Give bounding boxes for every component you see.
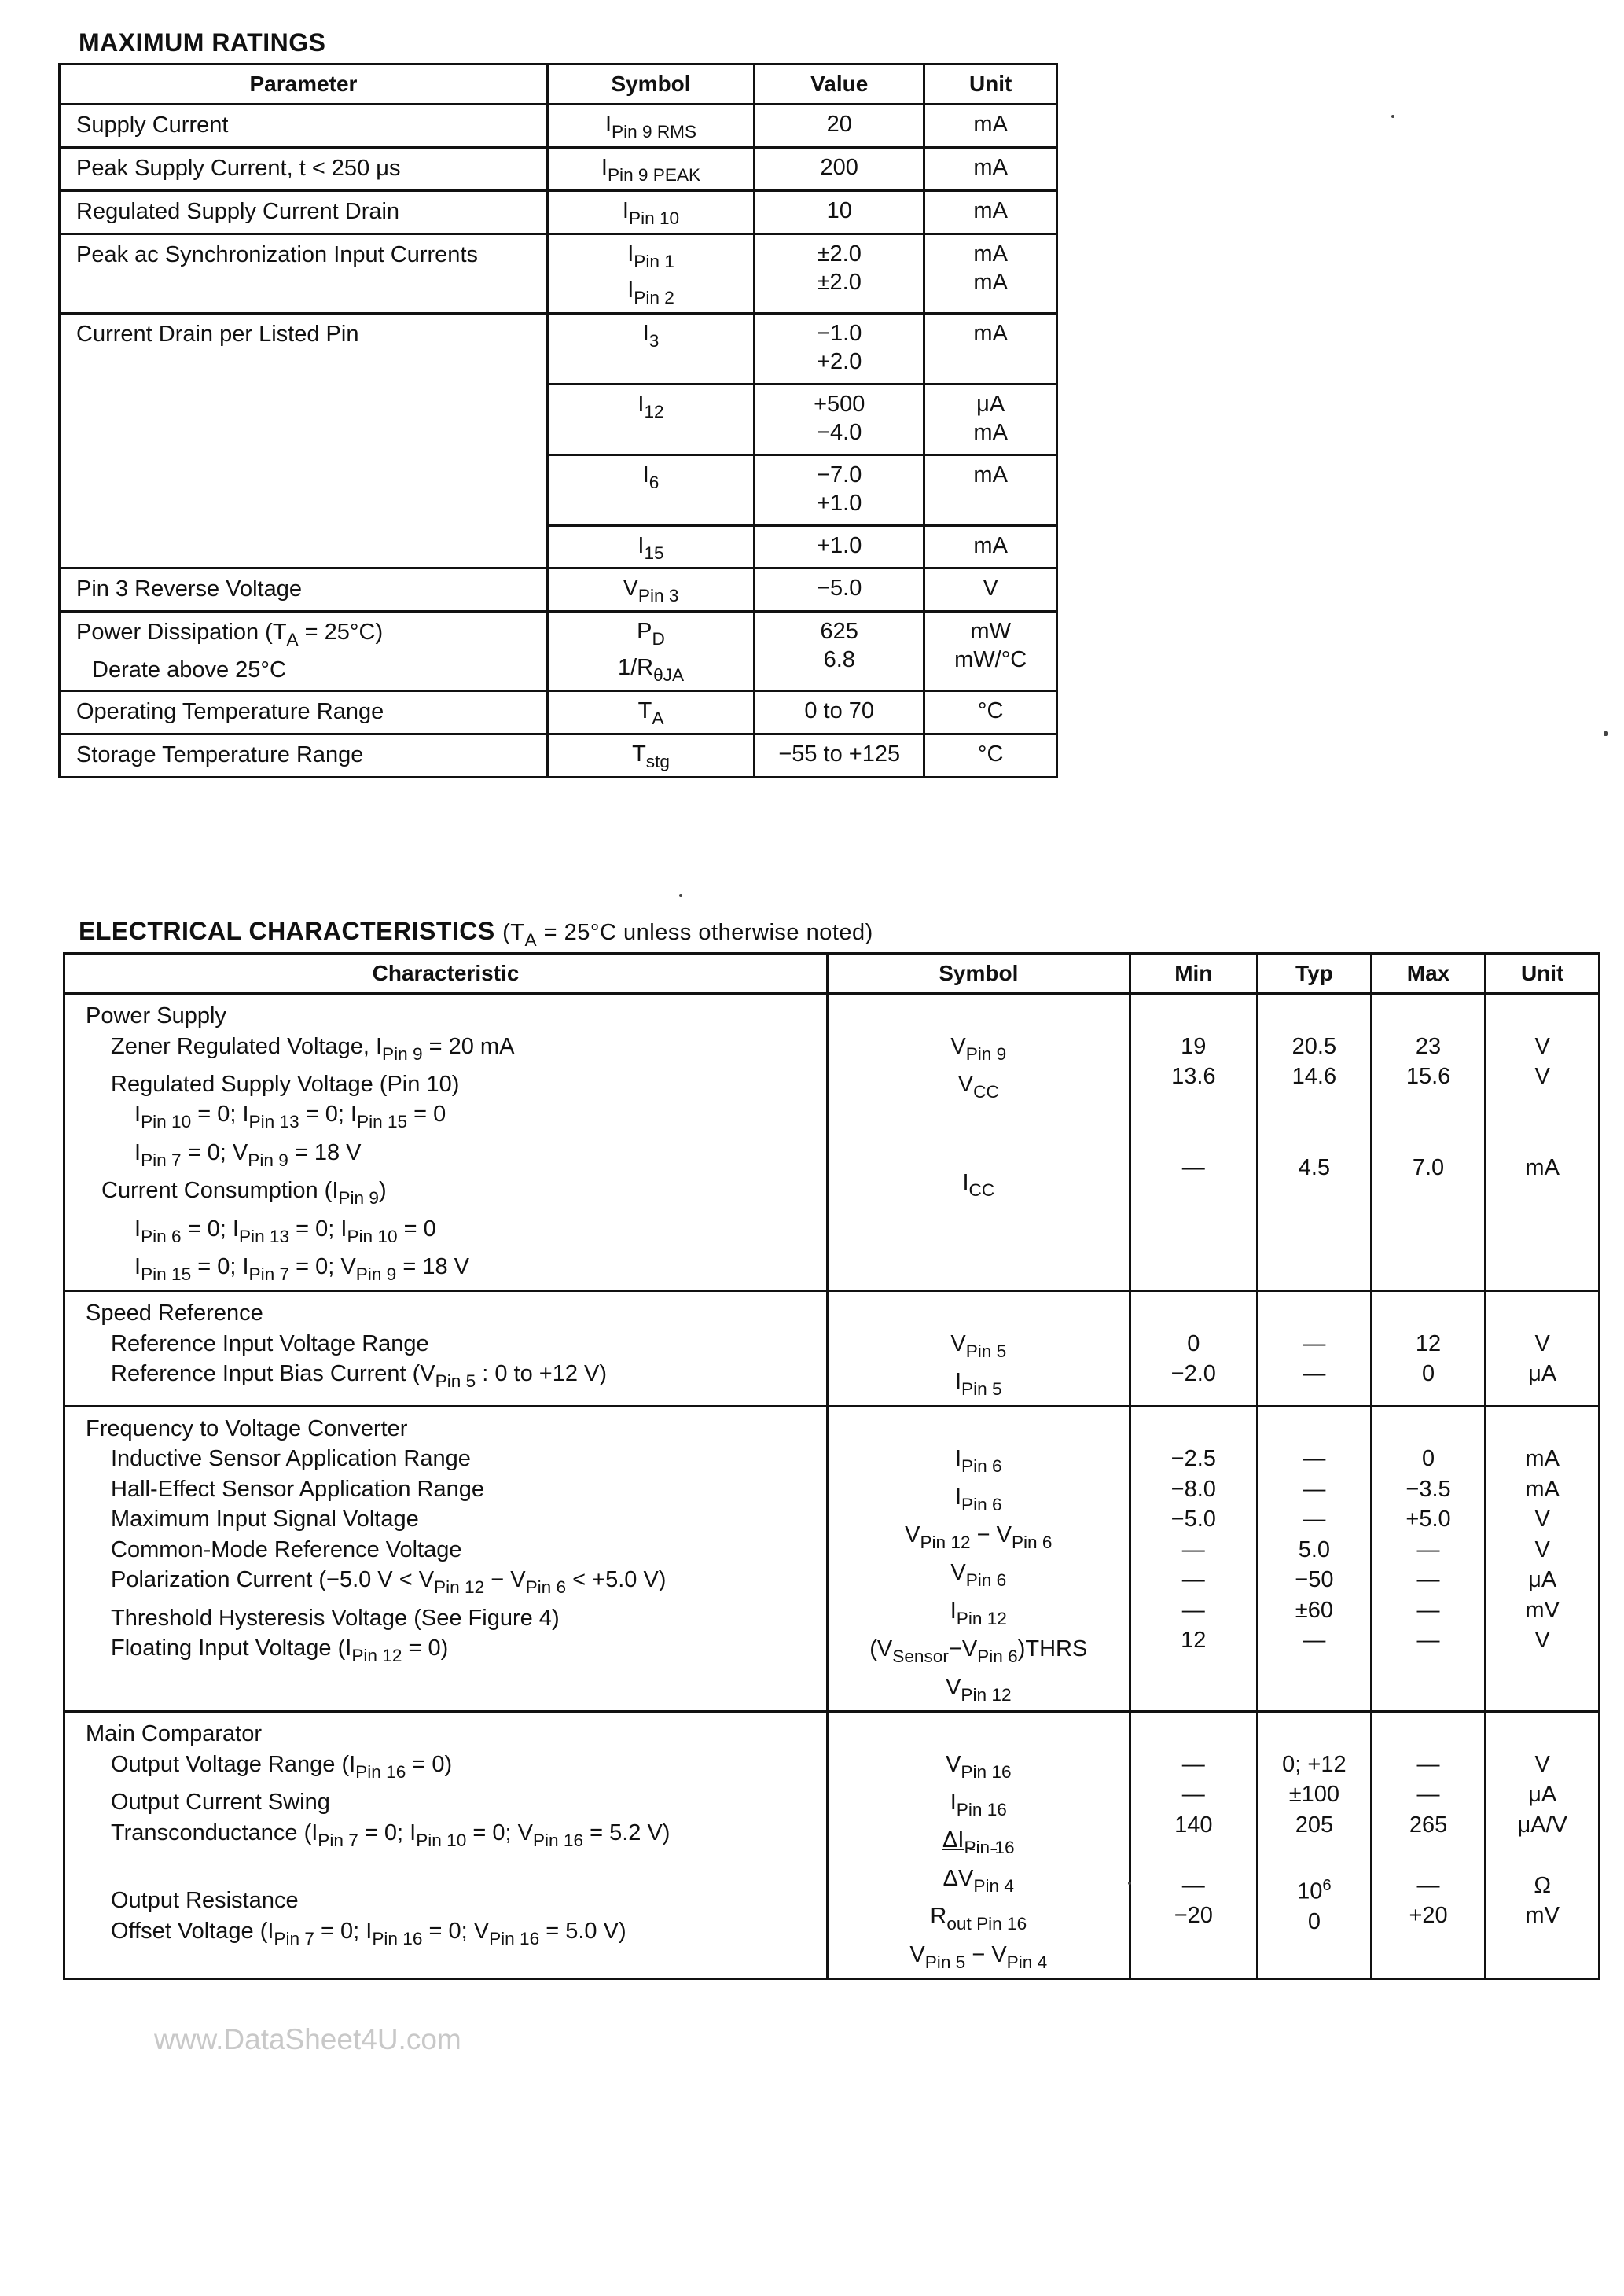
param-cell: Pin 3 Reverse Voltage [60,568,548,612]
unit-cell: °C [924,734,1057,778]
value-cell: 200 [755,147,924,190]
param-cell: Supply Current [60,105,548,148]
min-cell: — — 140 — −20 [1130,1712,1258,1979]
table-row [60,691,1057,734]
characteristic-cell: Frequency to Voltage Converter Inductive Sensor Application Range Hall-Effect Sensor Application Range Maximum Input Signal Voltage Common-Mode Reference Voltage Polarization Current (−5.0 $V < V_{Pin 12} - V_{Pin 6} < +5.0$ V) Threshold Hysteresis Voltage (See Figure 4) Floating Input Voltage $(I_{Pin 12} = 0)$ [64,1406,828,1711]
unit-cell: mW mW/°C [924,612,1057,691]
characteristic-cell: Power Supply Zener Regulated Voltage, $I_{Pin 9} = 20$ mA Regulated Supply Voltage (Pin 10) $I_{Pin 10} = 0$; $I_{Pin 13} = 0$; $I_{Pin 15} = 0$ $I_{Pin 7} = 0$; $V_{Pin 9} = 18$ V Current Consumption $(I_{Pin 9})$ $I_{Pin 6} = 0$; $I_{Pin 13} = 0$; $I_{Pin 10} = 0$ $I_{Pin 15} = 0$; $I_{Pin 7} = 0$; $V_{Pin 9} = 18$ V [64,994,828,1291]
col-header-unit: Unit [924,64,1057,105]
unit-cell: °C [924,691,1057,734]
symbol-cell: $I_{Pin 1}$ $I_{Pin 2}$ [547,234,754,313]
unit-cell: mA [924,190,1057,234]
unit-cell: mA [924,454,1057,525]
typ-cell: 20.5 14.6 4.5 [1258,994,1372,1291]
symbol-cell: $V_{Pin 3}$ [547,568,754,612]
unit-cell: V μA μA/V Ω mV [1486,1712,1600,1979]
table-row [60,734,1057,778]
symbol-cell: $V_{Pin 5}$ $I_{Pin 5}$ [828,1291,1130,1406]
param-cell: Regulated Supply Current Drain [60,190,548,234]
table-row-main-comparator [64,1712,1600,1979]
value-cell: 20 [755,105,924,148]
value-cell: ±2.0 ±2.0 [755,234,924,313]
symbol-cell: $I_{15}$ [547,525,754,568]
unit-cell: mA [924,313,1057,384]
col-header-parameter: Parameter [60,64,548,105]
value-cell: 0 to 70 [755,691,924,734]
param-cell: Peak Supply Current, t < 250 μs [60,147,548,190]
max-cell: 0 −3.5 +5.0 — — — — [1371,1406,1486,1711]
table-row-power-supply [64,994,1600,1291]
table-row [60,234,1057,313]
col-header-min: Min [1130,954,1258,994]
col-header-value: Value [755,64,924,105]
param-cell: Peak ac Synchronization Input Currents [60,234,548,313]
max-cell: 23 15.6 7.0 [1371,994,1486,1291]
value-cell: 10 [755,190,924,234]
symbol-cell: $V_{Pin 16}$ $I_{Pin 16}$ $\Delta I_{Pin 16}$ $\Delta V_{Pin 4}$ $R_{out Pin 16}$ $V_{Pin 5} - V_{Pin 4}$ [828,1712,1130,1979]
symbol-cell: $I_{Pin 10}$ [547,190,754,234]
symbol-cell: $I_{Pin 9 PEAK}$ [547,147,754,190]
symbol-cell: $V_{Pin 9}$ $V_{CC}$ $I_{CC}$ [828,994,1130,1291]
value-cell: −7.0 +1.0 [755,454,924,525]
value-cell: +500 −4.0 [755,384,924,454]
characteristic-cell: Speed Reference Reference Input Voltage Range Reference Input Bias Current ($V_{Pin 5}$ : 0 to +12 V) [64,1291,828,1406]
unit-cell: mA mA [924,234,1057,313]
scan-speck [1391,115,1394,118]
col-header-typ: Typ [1258,954,1372,994]
table-row-fv-converter [64,1406,1600,1711]
param-cell: Power Dissipation $(T_A = 25^\circ C)$ Derate above 25°C [60,612,548,691]
symbol-cell: $T_A$ [547,691,754,734]
max-ratings-table [58,63,1058,778]
scan-speck [1128,1882,1131,1885]
value-cell: −1.0 +2.0 [755,313,924,384]
min-cell: 0 −2.0 [1130,1291,1258,1406]
value-cell: −55 to +125 [755,734,924,778]
table-header-row [60,64,1057,105]
table-row [60,147,1057,190]
value-cell: +1.0 [755,525,924,568]
symbol-cell: $I_{12}$ [547,384,754,454]
symbol-cell: $I_{Pin 9 RMS}$ [547,105,754,148]
symbol-cell: $P_D$ $1/R_{\theta JA}$ [547,612,754,691]
table-row-speed-reference [64,1291,1600,1406]
value-cell: 625 6.8 [755,612,924,691]
col-header-symbol: Symbol [828,954,1130,994]
typ-cell: — — — 5.0 −50 ±60 — [1258,1406,1372,1711]
max-ratings-title: MAXIMUM RATINGS [79,28,326,57]
unit-cell: V V mA [1486,994,1600,1291]
table-header-row [64,954,1600,994]
unit-cell: mA mA V V μA mV V [1486,1406,1600,1711]
param-cell: Operating Temperature Range [60,691,548,734]
min-cell: 19 13.6 — [1130,994,1258,1291]
unit-cell: mA [924,147,1057,190]
max-cell: — — 265 — +20 [1371,1712,1486,1979]
symbol-cell: $I_3$ [547,313,754,384]
table-row [60,612,1057,691]
value-cell: −5.0 [755,568,924,612]
unit-cell: V μA [1486,1291,1600,1406]
scan-speck [679,894,682,897]
table-row [60,568,1057,612]
table-row [60,190,1057,234]
symbol-cell: $I_{Pin 6}$ $I_{Pin 6}$ $V_{Pin 12} - V_{Pin 6}$ $V_{Pin 6}$ $I_{Pin 12}$ $(V_{Sensor}-V_{Pin 6})THRS$ $V_{Pin 12}$ [828,1406,1130,1711]
min-cell: −2.5 −8.0 −5.0 — — — 12 [1130,1406,1258,1711]
scan-speck [1604,731,1608,736]
elec-char-condition: ($T_A = 25^\circ C$ unless otherwise noted) [502,920,873,950]
watermark: www.DataSheet4U.com [154,2023,461,2055]
unit-cell: μA mA [924,384,1057,454]
param-cell: Storage Temperature Range [60,734,548,778]
elec-char-table [63,952,1600,1980]
table-row [60,105,1057,148]
unit-cell: mA [924,105,1057,148]
unit-cell: V [924,568,1057,612]
elec-char-title [79,917,873,951]
col-header-symbol: Symbol [547,64,754,105]
symbol-cell: $T_{stg}$ [547,734,754,778]
col-header-max: Max [1371,954,1486,994]
typ-cell: — — [1258,1291,1372,1406]
characteristic-cell: Main Comparator Output Voltage Range $(I_{Pin 16} = 0)$ Output Current Swing Transconductance ($I_{Pin 7} = 0$; $I_{Pin 10} = 0$; $V_{Pin 16} = 5.2$ V) Output Resistance Offset Voltage ($I_{Pin 7} = 0$; $I_{Pin 16} = 0$; $V_{Pin 16} = 5.0$ V) [64,1712,828,1979]
col-header-characteristic: Characteristic [64,954,828,994]
max-cell: 12 0 [1371,1291,1486,1406]
unit-cell: mA [924,525,1057,568]
table-row [60,313,1057,384]
param-cell: Current Drain per Listed Pin [60,313,548,568]
elec-char-title-text: ELECTRICAL CHARACTERISTICS [79,917,495,945]
symbol-cell: $I_6$ [547,454,754,525]
typ-cell: 0; +12 ±100 205 $10^6$ 0 [1258,1712,1372,1979]
col-header-unit: Unit [1486,954,1600,994]
